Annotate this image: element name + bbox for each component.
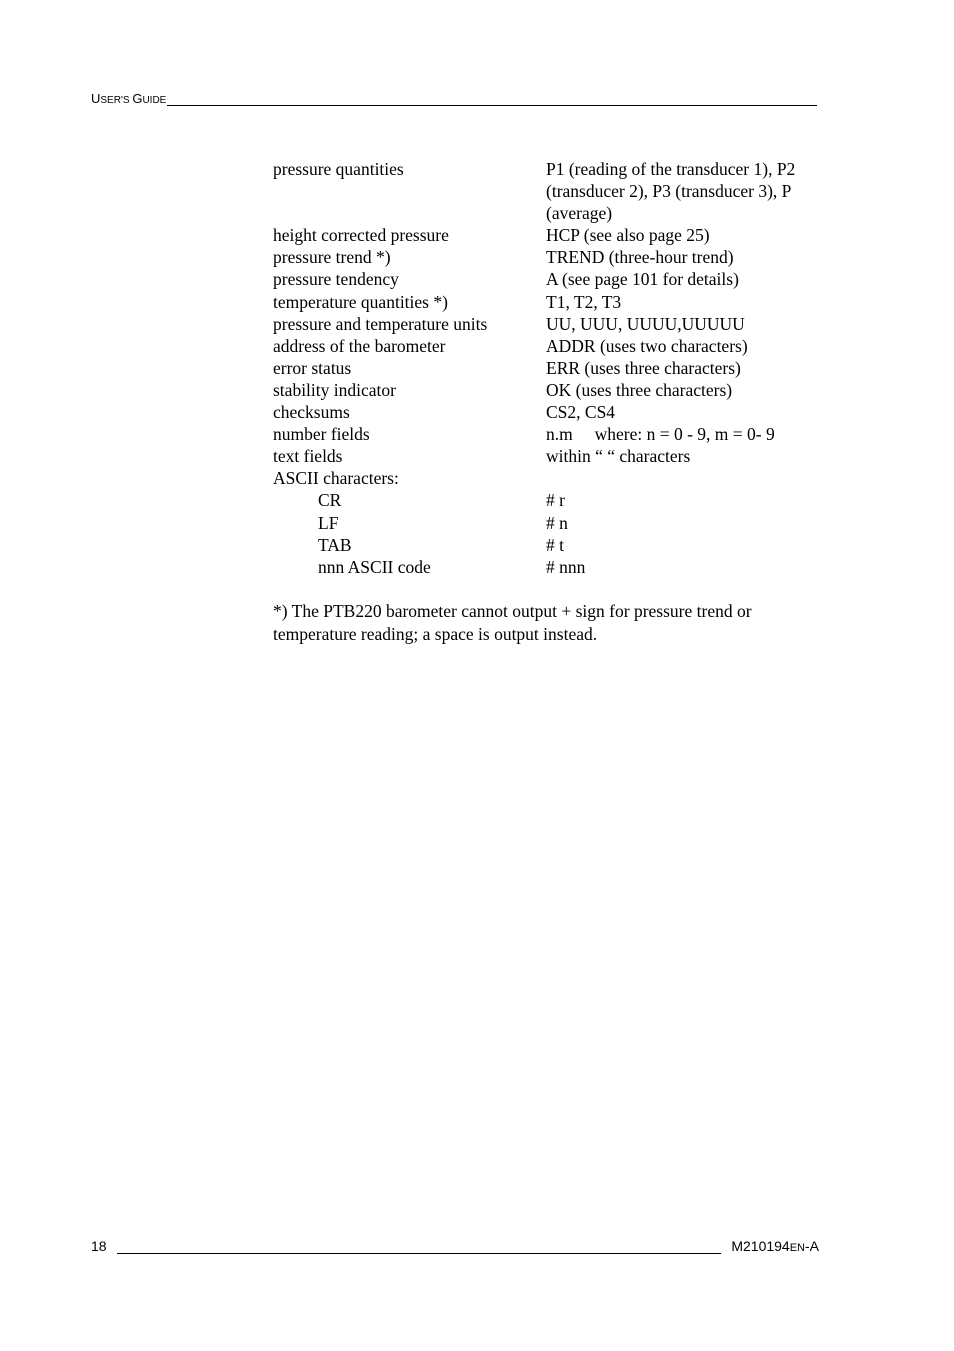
definition-term: ASCII characters: <box>273 468 399 489</box>
header-title-rest-2: UIDE <box>142 95 167 106</box>
definition-term: checksums <box>273 402 350 423</box>
definition-term: temperature quantities *) <box>273 291 448 312</box>
definition-row <box>273 534 818 556</box>
definition-row <box>273 158 818 224</box>
definition-value: within “ “ characters <box>546 446 691 467</box>
definition-row <box>273 246 818 268</box>
header-title <box>91 91 166 106</box>
definition-row <box>273 512 818 534</box>
definition-row <box>273 224 818 246</box>
definition-row <box>273 313 818 335</box>
definition-row <box>273 445 818 467</box>
definition-value: n.m where: n = 0 - 9, m = 0- 9 <box>546 424 775 445</box>
definition-row <box>273 335 818 357</box>
document-code <box>731 1238 819 1254</box>
footnote: *) The PTB220 barometer cannot output + sign for pressure trend or temperature reading; a space is output instead. <box>273 601 752 644</box>
definition-row <box>273 423 818 445</box>
definition-term: height corrected pressure <box>273 225 449 246</box>
definition-term: pressure tendency <box>273 269 399 290</box>
document-code-lang: EN <box>789 1242 805 1254</box>
document-code-suffix: -A <box>805 1238 819 1254</box>
definition-term: address of the barometer <box>273 335 446 356</box>
definition-term: TAB <box>318 534 352 555</box>
definition-value: OK (uses three characters) <box>546 379 733 400</box>
definition-term: stability indicator <box>273 379 396 400</box>
definition-value: CS2, CS4 <box>546 402 616 423</box>
definition-term: pressure and temperature units <box>273 313 488 334</box>
definition-row <box>273 401 818 423</box>
definition-value: # n <box>546 512 568 533</box>
definition-row <box>273 489 818 511</box>
definition-value: UU, UUU, UUUU,UUUUU <box>546 313 745 334</box>
definition-term: text fields <box>273 446 343 467</box>
definition-value: TREND (three-hour trend) <box>546 247 734 268</box>
definition-term: nnn ASCII code <box>318 556 431 577</box>
definition-value: HCP (see also page 25) <box>546 225 710 246</box>
header-title-initial-u: U <box>91 91 101 106</box>
definition-row <box>273 556 818 578</box>
definition-value: # nnn <box>546 556 586 577</box>
definition-term: error status <box>273 357 352 378</box>
definition-value: ERR (uses three characters) <box>546 357 741 378</box>
definition-value: A (see page 101 for details) <box>546 269 739 290</box>
definition-list <box>273 158 818 578</box>
page-number: 18 <box>91 1238 107 1254</box>
footer-rule <box>117 1238 722 1254</box>
definition-value: # r <box>546 490 565 511</box>
definition-term: CR <box>318 490 342 511</box>
document-code-main: M210194 <box>731 1238 790 1254</box>
definition-row <box>273 291 818 313</box>
definition-term: pressure quantities <box>273 159 404 179</box>
definition-row <box>273 379 818 401</box>
definition-row <box>273 357 818 379</box>
definition-value: ADDR (uses two characters) <box>546 335 748 356</box>
definition-value: # t <box>546 534 564 555</box>
header-title-initial-g: G <box>132 91 143 106</box>
definition-term: number fields <box>273 424 370 445</box>
header-title-rest-1: SER'S <box>100 95 133 106</box>
running-header <box>91 91 817 106</box>
definition-value: P1 (reading of the transducer 1), P2 (transducer 2), P3 (transducer 3), P (average) <box>546 159 800 224</box>
definition-row <box>273 268 818 290</box>
definition-row <box>273 467 818 489</box>
definition-term: pressure trend *) <box>273 247 391 268</box>
definition-value: T1, T2, T3 <box>546 291 622 312</box>
definition-value <box>546 467 804 489</box>
header-rule <box>167 91 817 106</box>
definition-term: LF <box>318 512 339 533</box>
running-footer <box>91 1238 819 1254</box>
